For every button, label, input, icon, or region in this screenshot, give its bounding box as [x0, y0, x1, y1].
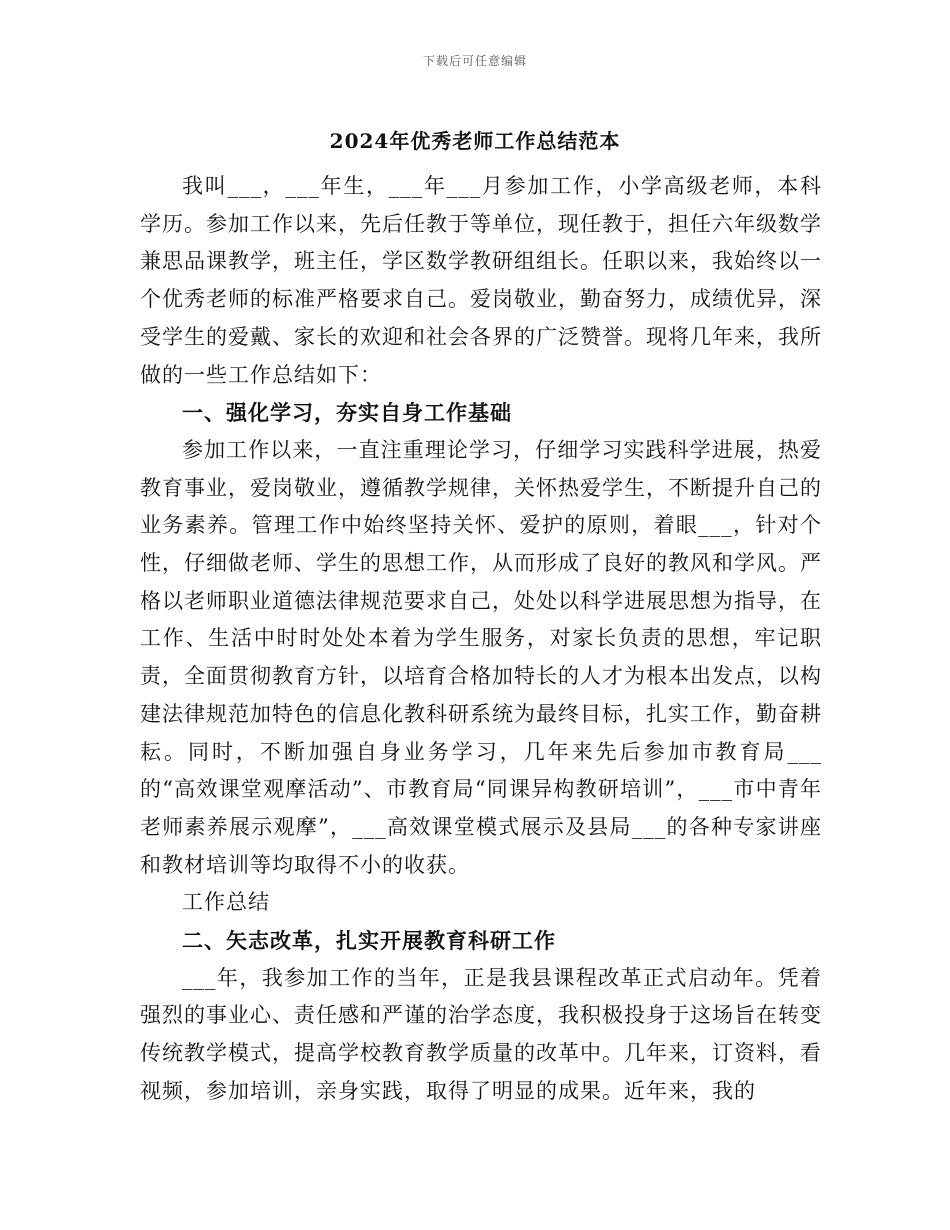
- section-1-paragraph: 参加工作以来，一直注重理论学习，仔细学习实践科学进展，热爱教育事业，爱岗敬业，遵循教学规律，关怀热爱学生，不断提升自己的业务素养。管理工作中始终坚持关怀、爱护的原则，着眼___，针对个性，仔细做老师、学生的思想工作，从而形成了良好的教风和学风。严格以老师职业道德法律规范要求自己，处处以科学进展思想为指导，在工作、生活中时时处处本着为学生服务，对家长负责的思想，牢记职责，全面贯彻教育方针，以培育合格加特长的人才为根本出发点，以构建法律规范加特色的信息化教科研系统为最终目标，扎实工作，勤奋耕耘。同时，不断加强自身业务学习，几年来先后参加市教育局___的“高效课堂观摩活动”、市教育局“同课异构教研培训”，___市中青年老师素养展示观摩”，___高效课堂模式展示及县局___的各种专家讲座和教材培训等均取得不小的收获。: [140, 437, 822, 877]
- header-note: 下载后可任意编辑: [422, 54, 527, 68]
- work-summary-label: 工作总结: [182, 890, 270, 915]
- document-title: 2024年优秀老师工作总结范本: [329, 129, 621, 153]
- section-heading-1: 一、强化学习，夯实自身工作基础: [182, 400, 512, 426]
- section-2-paragraph: ___年，我参加工作的当年，正是我县课程改革正式启动年。凭着强烈的事业心、责任感和严谨的治学态度，我积极投身于这场旨在转变传统教学模式，提高学校教育教学质量的改革中。几年来，订资料，看视频，参加培训，亲身实践，取得了明显的成果。近年来，我的: [140, 965, 822, 1103]
- intro-paragraph: 我叫___，___年生，___年___月参加工作，小学高级老师，本科学历。参加工作以来，先后任教于等单位，现任教于，担任六年级数学兼思品课教学，班主任，学区数学教研组组长。任职以来，我始终以一个优秀老师的标准严格要求自己。爱岗敬业，勤奋努力，成绩优异，深受学生的爱戴、家长的欢迎和社会各界的广泛赞誉。现将几年来，我所做的一些工作总结如下：: [140, 174, 822, 387]
- document-body: [140, 168, 822, 1111]
- section-heading-2: 二、矢志改革，扎实开展教育科研工作: [182, 928, 556, 954]
